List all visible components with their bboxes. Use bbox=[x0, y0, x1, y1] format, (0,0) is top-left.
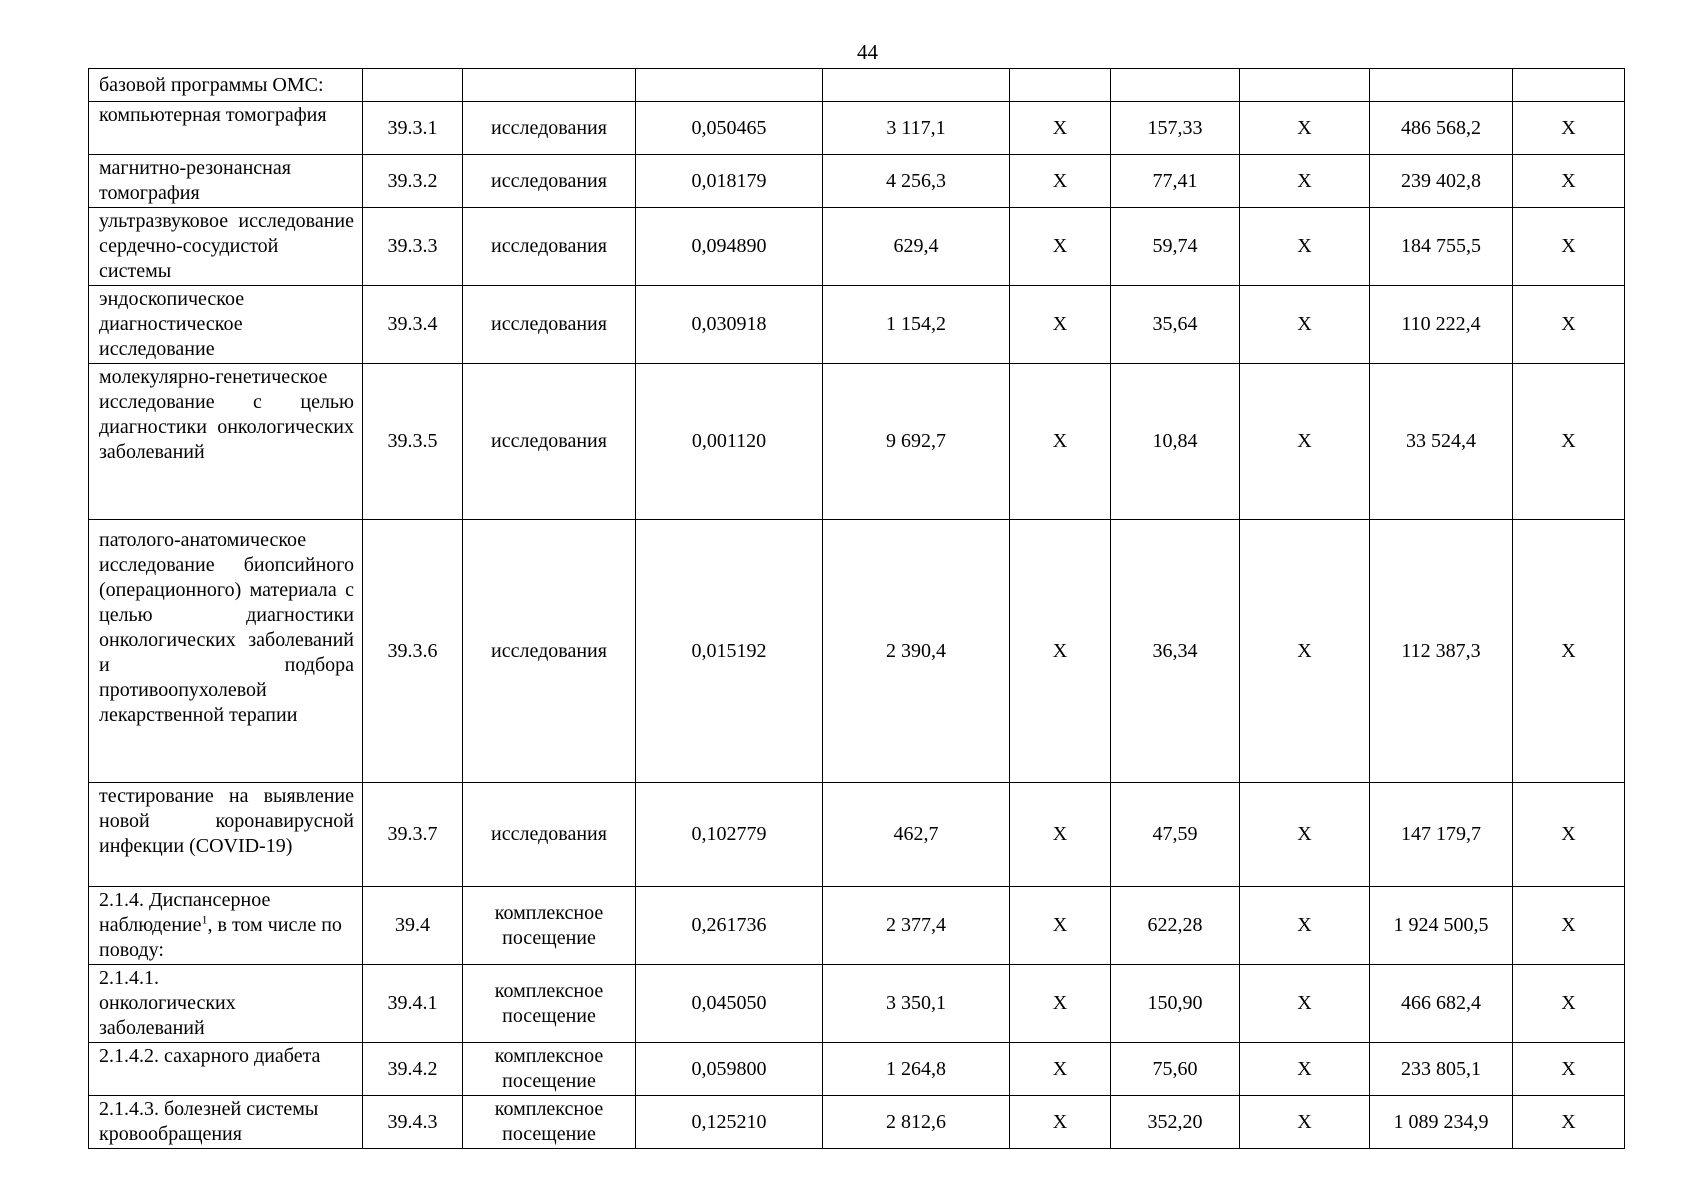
row-x2: X bbox=[1240, 208, 1370, 286]
row-x3: X bbox=[1513, 286, 1625, 364]
table-row bbox=[89, 783, 1625, 887]
row-x3: X bbox=[1513, 1043, 1625, 1096]
row-name: магнитно-резонансная томография bbox=[89, 155, 363, 208]
row-volume: 0,059800 bbox=[636, 1043, 823, 1096]
row-total: 486 568,2 bbox=[1370, 102, 1513, 155]
row-code: 39.3.4 bbox=[363, 286, 463, 364]
row-total: 233 805,1 bbox=[1370, 1043, 1513, 1096]
table-row bbox=[89, 208, 1625, 286]
row-cost: 9 692,7 bbox=[823, 364, 1010, 520]
row-code: 39.3.5 bbox=[363, 364, 463, 520]
row-x1: X bbox=[1010, 965, 1111, 1043]
row-x3: X bbox=[1513, 520, 1625, 783]
row-x3: X bbox=[1513, 783, 1625, 887]
row-norm: 622,28 bbox=[1111, 887, 1240, 965]
table-row bbox=[89, 520, 1625, 783]
row-cost: 3 117,1 bbox=[823, 102, 1010, 155]
row-total: 239 402,8 bbox=[1370, 155, 1513, 208]
row-volume: 0,102779 bbox=[636, 783, 823, 887]
row-x2: X bbox=[1240, 155, 1370, 208]
row-total: 466 682,4 bbox=[1370, 965, 1513, 1043]
row-total: 147 179,7 bbox=[1370, 783, 1513, 887]
row-x2: X bbox=[1240, 965, 1370, 1043]
row-x2: X bbox=[1240, 1096, 1370, 1149]
row-x1: X bbox=[1010, 1043, 1111, 1096]
row-code: 39.3.2 bbox=[363, 155, 463, 208]
row-norm: 352,20 bbox=[1111, 1096, 1240, 1149]
row-code: 39.3.3 bbox=[363, 208, 463, 286]
row-volume: 0,030918 bbox=[636, 286, 823, 364]
page-number: 44 bbox=[857, 40, 878, 64]
row-x2: X bbox=[1240, 102, 1370, 155]
row-x1: X bbox=[1010, 155, 1111, 208]
table-row bbox=[89, 1096, 1625, 1149]
row-cost bbox=[823, 69, 1010, 102]
row-x1 bbox=[1010, 69, 1111, 102]
row-cost: 4 256,3 bbox=[823, 155, 1010, 208]
row-norm: 47,59 bbox=[1111, 783, 1240, 887]
row-x3: X bbox=[1513, 965, 1625, 1043]
row-name: тестирование на выявление новой коронавирусной инфекции (COVID-19) bbox=[89, 783, 363, 887]
row-x2: X bbox=[1240, 364, 1370, 520]
row-total: 1 924 500,5 bbox=[1370, 887, 1513, 965]
row-norm: 36,34 bbox=[1111, 520, 1240, 783]
row-x2: X bbox=[1240, 520, 1370, 783]
row-total: 110 222,4 bbox=[1370, 286, 1513, 364]
footnote-marker: 1 bbox=[201, 912, 208, 927]
row-name: эндоскопическое диагностическое исследование bbox=[89, 286, 363, 364]
row-volume: 0,261736 bbox=[636, 887, 823, 965]
row-cost: 3 350,1 bbox=[823, 965, 1010, 1043]
row-cost: 2 377,4 bbox=[823, 887, 1010, 965]
row-volume bbox=[636, 69, 823, 102]
row-name: патолого-анатомическое исследование биопсийного (операционного) материала с целью диагностики онкологических заболеваний и подбора противоопухолевой лекарственной терапии bbox=[89, 520, 363, 783]
row-cost: 629,4 bbox=[823, 208, 1010, 286]
row-x1: X bbox=[1010, 520, 1111, 783]
row-unit: исследования bbox=[463, 155, 636, 208]
table-row bbox=[89, 364, 1625, 520]
table-row bbox=[89, 102, 1625, 155]
row-x2: X bbox=[1240, 887, 1370, 965]
row-x2: X bbox=[1240, 1043, 1370, 1096]
row-x2: X bbox=[1240, 783, 1370, 887]
row-total: 33 524,4 bbox=[1370, 364, 1513, 520]
row-x3 bbox=[1513, 69, 1625, 102]
row-x1: X bbox=[1010, 102, 1111, 155]
row-code: 39.4 bbox=[363, 887, 463, 965]
row-volume: 0,125210 bbox=[636, 1096, 823, 1149]
row-cost: 2 812,6 bbox=[823, 1096, 1010, 1149]
row-unit: исследования bbox=[463, 286, 636, 364]
row-code: 39.4.3 bbox=[363, 1096, 463, 1149]
row-name: молекулярно-генетическое исследование с целью диагностики онкологических заболеваний bbox=[89, 364, 363, 520]
row-total: 112 387,3 bbox=[1370, 520, 1513, 783]
table-row bbox=[89, 887, 1625, 965]
row-code: 39.4.2 bbox=[363, 1043, 463, 1096]
row-unit: исследования bbox=[463, 364, 636, 520]
table-row bbox=[89, 965, 1625, 1043]
row-unit: комплексное посещение bbox=[463, 1096, 636, 1149]
row-norm: 150,90 bbox=[1111, 965, 1240, 1043]
row-name-text-rest: , в том числе по поводу: bbox=[99, 914, 342, 961]
row-x1: X bbox=[1010, 783, 1111, 887]
row-norm: 77,41 bbox=[1111, 155, 1240, 208]
row-name: 2.1.4.2. сахарного диабета bbox=[89, 1043, 363, 1096]
row-cost: 2 390,4 bbox=[823, 520, 1010, 783]
row-volume: 0,015192 bbox=[636, 520, 823, 783]
row-total bbox=[1370, 69, 1513, 102]
row-x1: X bbox=[1010, 208, 1111, 286]
row-name: базовой программы ОМС: bbox=[89, 69, 363, 102]
row-norm bbox=[1111, 69, 1240, 102]
row-volume: 0,094890 bbox=[636, 208, 823, 286]
row-unit: исследования bbox=[463, 783, 636, 887]
row-x1: X bbox=[1010, 286, 1111, 364]
table-row bbox=[89, 1043, 1625, 1096]
row-x3: X bbox=[1513, 155, 1625, 208]
table-row bbox=[89, 155, 1625, 208]
row-norm: 10,84 bbox=[1111, 364, 1240, 520]
row-x3: X bbox=[1513, 887, 1625, 965]
row-x1: X bbox=[1010, 887, 1111, 965]
row-unit: комплексное посещение bbox=[463, 965, 636, 1043]
row-volume: 0,050465 bbox=[636, 102, 823, 155]
data-table bbox=[88, 68, 1625, 1149]
row-x3: X bbox=[1513, 1096, 1625, 1149]
row-code: 39.3.1 bbox=[363, 102, 463, 155]
table-row bbox=[89, 286, 1625, 364]
row-unit: исследования bbox=[463, 208, 636, 286]
row-x2 bbox=[1240, 69, 1370, 102]
row-norm: 59,74 bbox=[1111, 208, 1240, 286]
row-name: 2.1.4.1. онкологических заболеваний bbox=[89, 965, 363, 1043]
row-unit: исследования bbox=[463, 102, 636, 155]
row-x3: X bbox=[1513, 364, 1625, 520]
row-x2: X bbox=[1240, 286, 1370, 364]
row-code: 39.3.6 bbox=[363, 520, 463, 783]
row-x1: X bbox=[1010, 364, 1111, 520]
row-name: 2.1.4.3. болезней системы кровообращения bbox=[89, 1096, 363, 1149]
row-unit bbox=[463, 69, 636, 102]
row-norm: 157,33 bbox=[1111, 102, 1240, 155]
row-code: 39.3.7 bbox=[363, 783, 463, 887]
row-unit: комплексное посещение bbox=[463, 887, 636, 965]
row-x3: X bbox=[1513, 102, 1625, 155]
row-name: ультразвуковое исследование сердечно-сосудистой системы bbox=[89, 208, 363, 286]
row-cost: 462,7 bbox=[823, 783, 1010, 887]
row-x1: X bbox=[1010, 1096, 1111, 1149]
row-code bbox=[363, 69, 463, 102]
row-cost: 1 264,8 bbox=[823, 1043, 1010, 1096]
row-unit: комплексное посещение bbox=[463, 1043, 636, 1096]
table-row bbox=[89, 69, 1625, 102]
row-total: 1 089 234,9 bbox=[1370, 1096, 1513, 1149]
row-norm: 75,60 bbox=[1111, 1043, 1240, 1096]
row-cost: 1 154,2 bbox=[823, 286, 1010, 364]
row-name bbox=[89, 887, 363, 965]
row-volume: 0,045050 bbox=[636, 965, 823, 1043]
row-name: компьютерная томография bbox=[89, 102, 363, 155]
row-x3: X bbox=[1513, 208, 1625, 286]
row-unit: исследования bbox=[463, 520, 636, 783]
row-volume: 0,001120 bbox=[636, 364, 823, 520]
row-name-text: 2.1.4. Диспансерное наблюдение bbox=[99, 889, 271, 936]
row-total: 184 755,5 bbox=[1370, 208, 1513, 286]
row-norm: 35,64 bbox=[1111, 286, 1240, 364]
row-volume: 0,018179 bbox=[636, 155, 823, 208]
row-code: 39.4.1 bbox=[363, 965, 463, 1043]
